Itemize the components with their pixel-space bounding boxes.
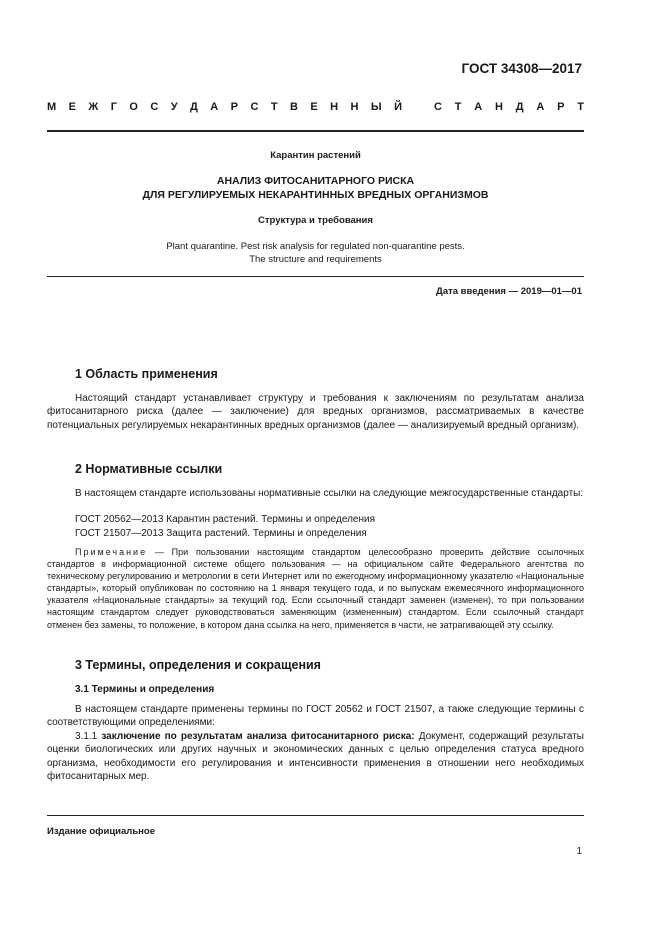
standard-letter: Д	[515, 101, 524, 113]
term-name: заключение по результатам анализа фитосанитарного риска:	[101, 731, 415, 742]
interstate-letter: Ы	[370, 101, 382, 113]
standard-letter: А	[474, 101, 483, 113]
standard-type-word-standard	[434, 101, 584, 113]
standard-letter: Т	[577, 101, 584, 113]
term-3-1-1-paragraph	[47, 730, 584, 783]
section-2-heading: 2 Нормативные ссылки	[75, 462, 223, 476]
interstate-letter: М	[47, 101, 57, 113]
interstate-letter: У	[170, 101, 178, 113]
page-number: 1	[576, 846, 582, 857]
topic-title: Карантин растений	[270, 150, 361, 161]
interstate-letter: А	[210, 101, 219, 113]
note-text: — При пользовании настоящим стандартом целесообразно проверить действие ссылочных стандартов в информационной системе общего пользования — на официальном сайте Федерального агентства по техническому регулированию и метрологии в сети Интернет или по ежегодному информационному указателю «Национальные стандарты», который опубликован по состоянию на 1 января текущего года, и по выпускам ежемесячного информационного указателя «Национальные стандарты» за текущий год. Если ссылочный стандарт заменен (изменен), то при пользовании настоящим стандартом следует руководствоваться заменяющим (измененным) стандартом. Если ссылочный стандарт отменен без замены, то положение, в котором дана ссылка на него, применяется в части, не затрагивающей эту ссылку.	[47, 547, 584, 630]
interstate-letter: Е	[310, 101, 318, 113]
section-1-text	[47, 392, 584, 432]
section-2-intro-text: В настоящем стандарте использованы нормативные ссылки на следующие межгосударственные стандарты:	[75, 488, 584, 499]
standard-letter: Р	[557, 101, 565, 113]
section-1-paragraph: Настоящий стандарт устанавливает структуру и требования к заключениям по результатам анализа фитосанитарного риска (далее — заключение) для вредных организмов, рассматриваемых в качестве потенциальных регулируемых некарантинных вредных организмов (далее — анализируемый вредный организм).	[47, 393, 584, 431]
footer-rule	[47, 815, 584, 816]
standard-letter: Н	[494, 101, 503, 113]
main-title-line-1: АНАЛИЗ ФИТОСАНИТАРНОГО РИСКА	[216, 175, 415, 187]
interstate-letter: Н	[350, 101, 359, 113]
section-2-intro	[47, 487, 584, 500]
interstate-letter: Ж	[88, 101, 99, 113]
interstate-letter: Н	[330, 101, 339, 113]
subtitle: Структура и требования	[258, 215, 373, 226]
english-title-line-1: Plant quarantine. Pest risk analysis for regulated non-quarantine pests.	[166, 241, 465, 252]
title-rule	[47, 276, 584, 277]
note	[47, 546, 584, 631]
section-3-intro-text: В настоящем стандарте применены термины по ГОСТ 20562 и ГОСТ 21507, а также следующие термины с соответствующими определениями:	[47, 704, 584, 729]
interstate-letter: С	[150, 101, 159, 113]
note-label: Примечание	[75, 547, 148, 557]
interstate-letter: Т	[270, 101, 278, 113]
interstate-letter: С	[250, 101, 259, 113]
interstate-letter: В	[289, 101, 298, 113]
term-3-1-1	[47, 730, 584, 783]
interstate-letter: О	[129, 101, 138, 113]
note-paragraph	[47, 546, 584, 631]
reference-1: ГОСТ 20562—2013 Карантин растений. Термины и определения	[75, 514, 375, 525]
english-title-line-2: The structure and requirements	[249, 254, 382, 265]
standard-letter: А	[536, 101, 545, 113]
term-definition: Документ, содержащий результаты оценки биологических или других научных и экономических данных с целью определения статуса вредного организма, необходимости его регулирования и интенсивности применения в отношении него необходимых фитосанитарных мер.	[47, 731, 584, 782]
header-rule	[47, 130, 584, 132]
interstate-letter: Р	[230, 101, 239, 113]
section-3-intro	[47, 703, 584, 730]
main-title-line-2: ДЛЯ РЕГУЛИРУЕМЫХ НЕКАРАНТИННЫХ ВРЕДНЫХ ОРГАНИЗМОВ	[142, 189, 489, 201]
standard-letter: С	[434, 101, 442, 113]
section-1-heading: 1 Область применения	[75, 367, 218, 381]
document-code: ГОСТ 34308—2017	[461, 61, 582, 76]
section-3-heading: 3 Термины, определения и сокращения	[75, 658, 321, 672]
interstate-letter: Д	[190, 101, 198, 113]
official-edition-label: Издание официальное	[47, 826, 155, 837]
standard-type-word-interstate	[47, 101, 402, 113]
effective-date: Дата введения — 2019—01—01	[436, 286, 582, 297]
interstate-letter: Г	[110, 101, 117, 113]
interstate-letter: Е	[68, 101, 76, 113]
standard-type-heading	[47, 101, 584, 113]
term-number: 3.1.1	[75, 731, 102, 742]
standard-letter: Т	[454, 101, 462, 113]
interstate-letter: Й	[394, 101, 402, 113]
reference-2: ГОСТ 21507—2013 Защита растений. Термины и определения	[75, 528, 367, 539]
section-3-1-heading: 3.1 Термины и определения	[75, 684, 215, 695]
